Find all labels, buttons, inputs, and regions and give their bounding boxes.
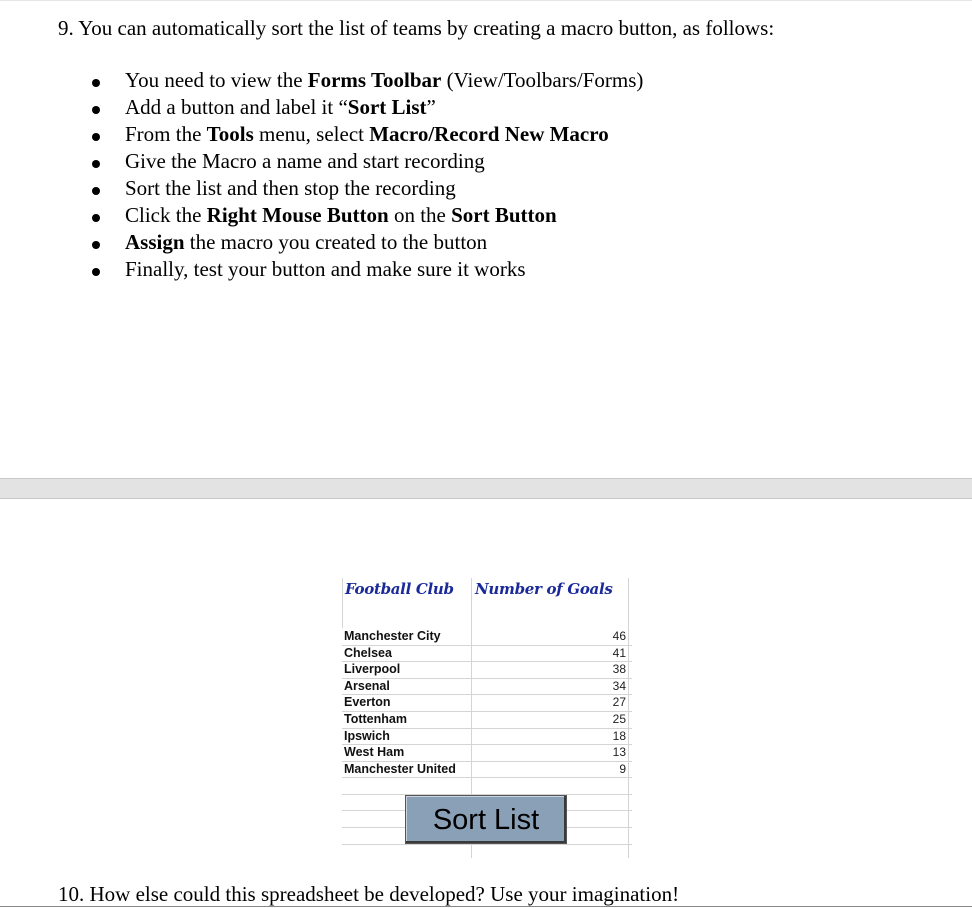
table-row [342, 628, 632, 646]
team-name: Tottenham [344, 712, 407, 726]
goal-count: 13 [612, 745, 626, 760]
table-row [342, 645, 632, 663]
team-name: Chelsea [344, 645, 392, 660]
page-top-border [0, 0, 972, 1]
table-row [342, 678, 632, 696]
grid-line [342, 578, 343, 628]
team-name: Ipswich [344, 728, 390, 743]
team-name: Arsenal [344, 678, 390, 693]
spreadsheet-image [340, 578, 635, 858]
table-row [342, 761, 632, 779]
goal-count: 27 [612, 695, 626, 710]
bullet-icon [92, 79, 100, 87]
table-row [342, 661, 632, 679]
bullet-icon [92, 133, 100, 141]
goal-count: 46 [612, 629, 626, 643]
team-name: Manchester City [344, 629, 441, 643]
goal-count: 34 [612, 678, 626, 693]
bullet-icon [92, 241, 100, 249]
question-9: 9. You can automatically sort the list of teams by creating a macro button, as follows: [58, 16, 775, 40]
bullet-icon [92, 106, 100, 114]
team-name: West Ham [344, 745, 405, 760]
question-10: 10. How else could this spreadsheet be developed? Use your imagination! [58, 882, 680, 906]
header-football-club: Football Club [345, 580, 454, 598]
header-number-of-goals: Number of Goals [475, 580, 613, 598]
bullet-icon [92, 160, 100, 168]
table-row [342, 728, 632, 746]
bullet-icon [92, 214, 100, 222]
goal-count: 25 [612, 712, 626, 726]
goal-count: 18 [612, 728, 626, 743]
goal-count: 38 [612, 662, 626, 677]
bullet-icon [92, 187, 100, 195]
table-row [342, 694, 632, 712]
page-break [0, 478, 972, 499]
table-row [342, 711, 632, 729]
goal-count: 9 [619, 761, 626, 776]
team-name: Manchester United [344, 761, 456, 776]
sort-list-button[interactable]: Sort List [405, 795, 567, 844]
goal-count: 41 [612, 645, 626, 660]
team-name: Everton [344, 695, 391, 710]
team-name: Liverpool [344, 662, 401, 677]
bullet-icon [92, 268, 100, 276]
table-row [342, 744, 632, 762]
page-bottom-border [0, 906, 972, 907]
